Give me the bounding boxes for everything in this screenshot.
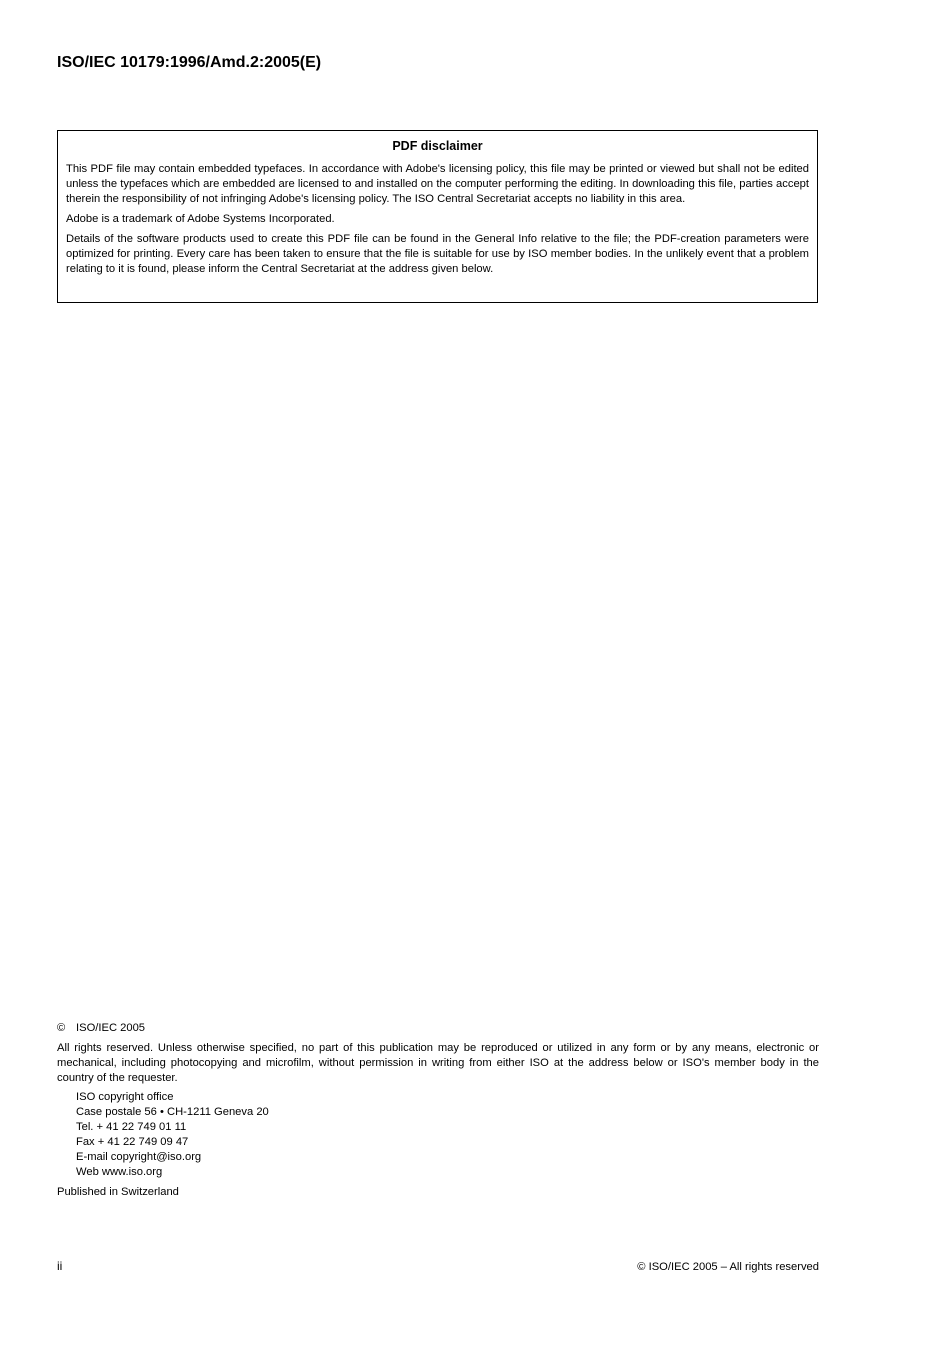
- disclaimer-paragraph-details: Details of the software products used to create this PDF file can be found in the General Info relative to the file; the PDF-creation parameters were optimized for printing. Every care has been taken to ensure that the file is suitable for use by ISO member bodies. In the unlikely event that a problem relating to it is found, please inform the Central Secretariat at the address given below.: [66, 233, 809, 275]
- address-tel: Tel. + 41 22 749 01 11: [76, 1121, 187, 1133]
- copyright-block: [57, 1021, 819, 1200]
- rights-statement: All rights reserved. Unless otherwise specified, no part of this publication may be reproduced or utilized in any form or by any means, electronic or mechanical, including photocopying and microfilm, without permission in writing from either ISO at the address below or ISO's member body in the country of the requester.: [57, 1042, 819, 1084]
- address-postal: Case postale 56 • CH-1211 Geneva 20: [76, 1106, 269, 1118]
- document-id-header: ISO/IEC 10179:1996/Amd.2:2005(E): [57, 54, 322, 71]
- footer-rights: © ISO/IEC 2005 – All rights reserved: [637, 1261, 819, 1273]
- disclaimer-title: PDF disclaimer: [392, 139, 483, 153]
- disclaimer-paragraph-typefaces: This PDF file may contain embedded typefaces. In accordance with Adobe's licensing policy, this file may be printed or viewed but shall not be edited unless the typefaces which are embedded are licensed to and installed on the computer performing the editing. In downloading this file, parties accept therein the responsibility of not infringing Adobe's licensing policy. The ISO Central Secretariat accepts no liability in this area.: [66, 163, 809, 205]
- page-number: ii: [57, 1259, 63, 1273]
- address-web: Web www.iso.org: [76, 1166, 163, 1178]
- published-in: Published in Switzerland: [57, 1186, 179, 1198]
- copyright-holder: ISO/IEC 2005: [76, 1022, 146, 1034]
- address-fax: Fax + 41 22 749 09 47: [76, 1136, 189, 1148]
- address-email: E-mail copyright@iso.org: [76, 1151, 202, 1163]
- copyright-line: [57, 1021, 819, 1036]
- disclaimer-paragraph-trademark: Adobe is a trademark of Adobe Systems Incorporated.: [66, 213, 335, 225]
- copyright-symbol: ©: [57, 1022, 66, 1034]
- pdf-disclaimer-box: [57, 130, 818, 303]
- address-office: ISO copyright office: [76, 1091, 174, 1103]
- copyright-office-address: [57, 1090, 819, 1180]
